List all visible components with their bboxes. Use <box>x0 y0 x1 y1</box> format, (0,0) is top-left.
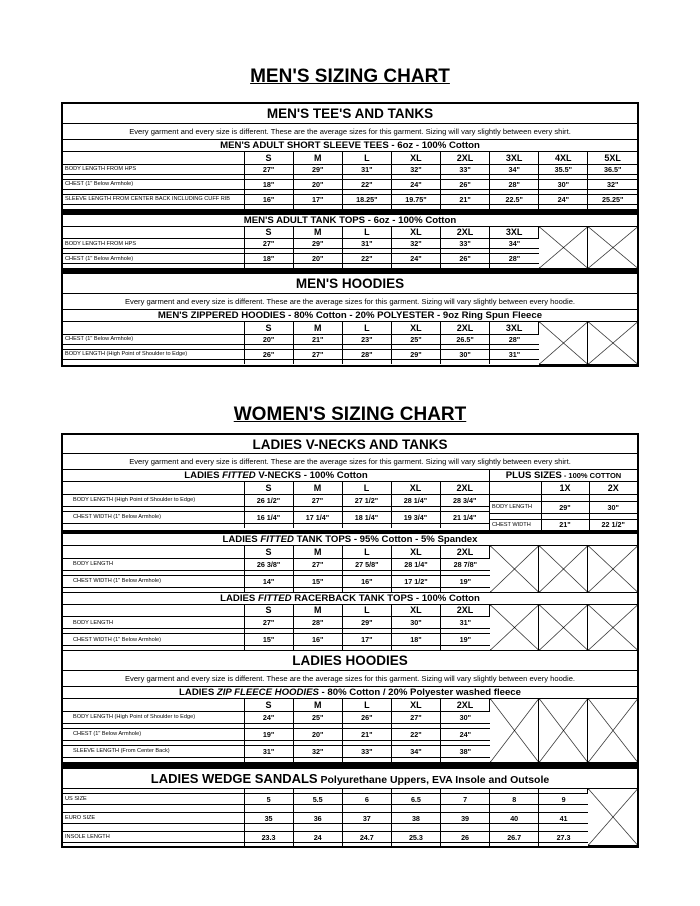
header-blank <box>63 482 244 494</box>
cell: 29" <box>541 501 589 513</box>
size-header: M <box>293 322 342 334</box>
cell: 28 3/4" <box>440 494 489 506</box>
cell: 26" <box>342 711 391 723</box>
row-label: CHEST WIDTH <box>490 519 541 530</box>
size-header: 2XL <box>441 152 490 164</box>
size-header-row <box>63 605 637 617</box>
ladies-hoodies-note: Every garment and every size is different. These are the average sizes for this garment. Sizing will vary slightly between every hoodie. <box>63 671 637 687</box>
cell: 22" <box>391 728 440 740</box>
cell: 23" <box>342 334 391 344</box>
header-blank <box>63 699 244 711</box>
cell: 28 7/8" <box>441 558 490 570</box>
cell: 30" <box>441 349 490 359</box>
mens-chart-box <box>61 102 639 367</box>
band-text: LADIES <box>179 687 217 698</box>
cell: 31" <box>342 164 391 174</box>
size-header: M <box>293 482 342 494</box>
cell: 33" <box>441 164 490 174</box>
cell: 33" <box>342 745 391 757</box>
na-cross <box>539 227 588 269</box>
size-header: XL <box>391 322 440 334</box>
size-header: S <box>244 322 293 334</box>
ladies-tank-table <box>63 546 637 593</box>
cell: 26.5" <box>441 334 490 344</box>
spacer-row <box>63 204 637 209</box>
band-text-small: - 100% COTTON <box>561 471 622 480</box>
mens-short-sleeve-band: MEN'S ADULT SHORT SLEEVE TEES - 6oz - 100% Cotton <box>63 140 637 152</box>
cell: 24" <box>244 711 293 723</box>
row-label: BODY LENGTH (High Point of Shoulder to Edge) <box>63 711 244 723</box>
size-header: 2XL <box>440 482 489 494</box>
sandals-table <box>63 789 637 847</box>
na-cross <box>588 699 637 762</box>
cell: 25.3 <box>391 832 440 843</box>
spacer-row <box>63 523 489 528</box>
size-header: M <box>293 546 342 558</box>
cell: 19" <box>441 634 490 646</box>
cell: 22 1/2" <box>601 520 625 530</box>
row-label: CHEST (1" Below Armhole) <box>63 728 244 740</box>
table-row <box>490 501 637 513</box>
row-label: BODY LENGTH <box>490 501 541 513</box>
size-header: S <box>244 482 293 494</box>
size-header: 3XL <box>490 322 539 334</box>
na-cross <box>588 605 637 651</box>
cell: 40 <box>490 813 539 824</box>
cell: 31" <box>342 239 391 249</box>
cell: 19" <box>244 728 293 740</box>
cell: 24" <box>391 179 440 189</box>
table-row <box>63 164 637 174</box>
table-row <box>490 519 637 530</box>
na-cross <box>588 322 637 364</box>
cell: 27 5/8" <box>342 558 391 570</box>
header-blank <box>63 605 244 617</box>
size-header: S <box>244 152 293 164</box>
header-blank <box>63 322 244 334</box>
cell: 25" <box>293 711 342 723</box>
cell: 28 1/4" <box>391 558 440 570</box>
cell: 24" <box>391 254 440 264</box>
cell: 5 <box>244 794 293 805</box>
row-label: BODY LENGTH FROM HPS <box>63 239 244 249</box>
band-emphasis: FITTED <box>257 592 292 604</box>
cell: 16 1/4" <box>244 511 293 523</box>
cell: 21 1/4" <box>440 511 489 523</box>
size-header: L <box>342 227 391 239</box>
size-header-row <box>63 227 637 239</box>
cell: 17 1/2" <box>391 575 440 587</box>
cell: 29" <box>293 164 342 174</box>
cell: 26 3/8" <box>244 558 293 570</box>
womens-chart-title: WOMEN'S SIZING CHART <box>233 404 467 425</box>
cell: 34" <box>391 745 440 757</box>
row-label: CHEST WIDTH (1" Below Armhole) <box>63 634 244 646</box>
size-header: 2XL <box>441 699 490 711</box>
size-header: S <box>244 699 293 711</box>
table-row <box>63 179 637 189</box>
na-cross <box>588 546 637 592</box>
cell: 27" <box>391 711 440 723</box>
cell: 35 <box>244 813 293 824</box>
cell: 14" <box>244 575 293 587</box>
row-label: INSOLE LENGTH <box>63 832 244 843</box>
cell: 19" <box>441 575 490 587</box>
cell: 27 1/2" <box>342 494 391 506</box>
cell: 29" <box>342 617 391 629</box>
cell: 27" <box>293 558 342 570</box>
na-cross <box>539 699 588 762</box>
cell: 24 <box>293 832 342 843</box>
spacer-row <box>490 494 637 501</box>
womens-chart-box <box>61 433 639 848</box>
mens-hoodies-title: MEN'S HOODIES <box>63 274 637 294</box>
cell: 20" <box>293 179 342 189</box>
row-label: CHEST WIDTH (1" Below Armhole) <box>63 575 244 587</box>
size-header: 2XL <box>441 322 490 334</box>
cell: 21" <box>541 519 589 530</box>
cell: 37 <box>342 813 391 824</box>
band-text: V-NECKS - 100% Cotton <box>255 470 368 481</box>
size-header: S <box>244 546 293 558</box>
size-header: M <box>293 227 342 239</box>
cell: 24" <box>441 728 490 740</box>
cell: 21" <box>342 728 391 740</box>
cell: 35.5" <box>539 164 588 174</box>
row-label: US SIZE <box>63 794 244 805</box>
size-header: 2XL <box>441 546 490 558</box>
row-label: CHEST (1" Below Armhole) <box>63 254 244 264</box>
table-row <box>63 511 489 523</box>
cell: 32" <box>391 164 440 174</box>
band-text: LADIES <box>222 534 261 545</box>
cell: 28" <box>490 334 539 344</box>
size-header: XL <box>391 605 440 617</box>
na-cross <box>588 227 637 269</box>
size-header: 2XL <box>441 227 490 239</box>
cell: 18" <box>244 254 293 264</box>
band-text: LADIES <box>184 470 223 481</box>
ladies-tank-band <box>63 534 637 546</box>
size-header-row <box>63 546 637 558</box>
band-text: PLUS SIZES <box>505 470 562 481</box>
na-cross <box>539 322 588 364</box>
row-label: BODY LENGTH <box>63 558 244 570</box>
cell: 30" <box>539 179 588 189</box>
cell: 30" <box>391 617 440 629</box>
size-header: L <box>342 699 391 711</box>
cell: 23.3 <box>244 832 293 843</box>
cell: 32" <box>293 745 342 757</box>
band-text: LADIES <box>220 592 258 604</box>
cell: 15" <box>244 634 293 646</box>
cell: 27" <box>244 239 293 249</box>
cell: 26" <box>244 349 293 359</box>
cell: 28 1/4" <box>391 494 440 506</box>
spacer-row <box>63 805 637 813</box>
ladies-racerback-table <box>63 605 637 652</box>
band-emphasis: FITTED <box>260 534 294 545</box>
cell: 20" <box>244 334 293 344</box>
mens-short-sleeve-table <box>63 152 637 210</box>
mens-tank-table <box>63 227 637 270</box>
cell: 5.5 <box>293 794 342 805</box>
size-header: 2X <box>589 482 637 494</box>
cell: 26 1/2" <box>244 494 293 506</box>
plus-sizes-band <box>490 470 637 482</box>
cell: 18.25" <box>342 194 391 204</box>
size-header-row <box>63 699 637 711</box>
table-row <box>63 494 489 506</box>
table-row <box>63 194 637 204</box>
plus-sizes-panel <box>490 470 637 530</box>
mens-tees-title: MEN'S TEE'S AND TANKS <box>63 104 637 124</box>
size-header: L <box>342 482 391 494</box>
band-text: TANK TOPS - 95% Cotton - 5% Spandex <box>293 534 478 545</box>
cell: 26" <box>441 254 490 264</box>
size-header: 2XL <box>441 605 490 617</box>
cell: 34" <box>490 164 539 174</box>
size-header: M <box>293 152 342 164</box>
row-label: SLEEVE LENGTH FROM CENTER BACK INCLUDING CUFF RIB <box>63 194 244 204</box>
cell: 27" <box>244 164 293 174</box>
cell: 18" <box>391 634 440 646</box>
cell: 31" <box>441 617 490 629</box>
cell: 36.5" <box>588 164 637 174</box>
header-blank <box>63 227 244 239</box>
sandals-title-main: LADIES WEDGE SANDALS <box>150 770 318 786</box>
row-label: EURO SIZE <box>63 813 244 824</box>
na-cross <box>490 699 539 762</box>
size-header: M <box>293 605 342 617</box>
sandals-title <box>63 769 637 789</box>
sandals-subtitle: Polyurethane Uppers, EVA Insole and Outsole <box>317 773 550 786</box>
na-cross <box>588 789 637 846</box>
size-header: S <box>244 227 293 239</box>
mens-tees-note: Every garment and every size is different. These are the average sizes for this garment. Sizing will vary slightly between every shirt. <box>63 124 637 140</box>
cell: 38" <box>441 745 490 757</box>
cell: 24" <box>539 194 588 204</box>
row-label: CHEST (1" Below Armhole) <box>63 334 244 344</box>
row-label: BODY LENGTH (High Point of Shoulder to Edge) <box>63 494 244 506</box>
size-header: XL <box>391 152 440 164</box>
cell: 24.7 <box>342 832 391 843</box>
cell: 16" <box>293 634 342 646</box>
cell: 33" <box>441 239 490 249</box>
band-emphasis: ZIP FLEECE HOODIES <box>216 687 319 698</box>
table-row <box>63 813 637 824</box>
size-header: L <box>342 605 391 617</box>
cell: 18 1/4" <box>342 511 391 523</box>
cell: 27" <box>293 349 342 359</box>
row-label: BODY LENGTH <box>63 617 244 629</box>
size-header-row <box>63 482 489 494</box>
table-row <box>63 794 637 805</box>
vneck-plus-split <box>63 470 637 530</box>
cell: 19 3/4" <box>391 511 440 523</box>
row-label: SLEEVE LENGTH (From Center Back) <box>63 745 244 757</box>
cell: 17 1/4" <box>293 511 342 523</box>
cell: 8 <box>490 794 539 805</box>
na-cross <box>490 546 539 592</box>
cell: 41 <box>539 813 588 824</box>
cell: 29" <box>293 239 342 249</box>
cell: 25" <box>391 334 440 344</box>
cell: 36 <box>293 813 342 824</box>
ladies-hoodies-band <box>63 687 637 699</box>
cell: 28" <box>490 179 539 189</box>
ladies-racerback-band <box>63 593 637 605</box>
size-header: 1X <box>541 482 589 494</box>
band-text: RACERBACK TANK TOPS - 100% Cotton <box>291 592 480 604</box>
cell: 21" <box>441 194 490 204</box>
cell: 22.5" <box>490 194 539 204</box>
mens-hoodies-note: Every garment and every size is different. These are the average sizes for this garment. Sizing will vary slightly between every hoodie. <box>63 294 637 310</box>
header-blank <box>63 152 244 164</box>
cell: 31" <box>490 349 539 359</box>
cell: 28" <box>490 254 539 264</box>
ladies-hoodies-title: LADIES HOODIES <box>63 651 637 671</box>
cell: 18" <box>244 179 293 189</box>
cell: 6.5 <box>391 794 440 805</box>
band-emphasis: FITTED <box>222 470 256 481</box>
cell: 38 <box>391 813 440 824</box>
cell: 39 <box>441 813 490 824</box>
size-header: XL <box>391 546 440 558</box>
spacer-row <box>63 824 637 832</box>
mens-hoodies-band: MEN'S ZIPPERED HOODIES - 80% Cotton - 20% POLYESTER - 9oz Ring Spun Fleece <box>63 310 637 322</box>
ladies-vneck-table <box>63 482 489 528</box>
cell: 30" <box>589 501 637 513</box>
size-header: L <box>342 322 391 334</box>
cell: 26 <box>441 832 490 843</box>
na-cross <box>490 605 539 651</box>
cell: 27" <box>293 494 342 506</box>
size-header: S <box>244 605 293 617</box>
size-header-row <box>63 322 637 334</box>
row-label: BODY LENGTH FROM HPS <box>63 164 244 174</box>
ladies-vnecks-title: LADIES V-NECKS AND TANKS <box>63 435 637 454</box>
header-blank <box>63 546 244 558</box>
na-cross <box>539 546 588 592</box>
cell: 17" <box>342 634 391 646</box>
mens-hoodies-table <box>63 322 637 365</box>
cell: 16" <box>244 194 293 204</box>
size-header: XL <box>391 699 440 711</box>
size-header: L <box>342 152 391 164</box>
size-header: 5XL <box>588 152 637 164</box>
mens-chart-title: MEN'S SIZING CHART <box>250 66 450 87</box>
cell: 17" <box>293 194 342 204</box>
cell: 28" <box>293 617 342 629</box>
size-header: XL <box>391 482 440 494</box>
ladies-vneck-band <box>63 470 489 482</box>
cell: 26.7 <box>490 832 539 843</box>
cell: 29" <box>391 349 440 359</box>
size-header: XL <box>391 227 440 239</box>
size-header: 3XL <box>490 227 539 239</box>
cell: 22" <box>342 179 391 189</box>
cell: 16" <box>342 575 391 587</box>
size-header-row <box>63 152 637 164</box>
cell: 28" <box>342 349 391 359</box>
cell: 20" <box>293 254 342 264</box>
table-row <box>63 832 637 843</box>
band-text: - 80% Cotton / 20% Polyester washed fleece <box>318 687 521 698</box>
size-header: M <box>293 699 342 711</box>
size-header: 4XL <box>539 152 588 164</box>
cell: 26" <box>441 179 490 189</box>
ladies-hoodies-table <box>63 699 637 763</box>
size-header-row <box>490 482 637 494</box>
cell: 15" <box>293 575 342 587</box>
row-label: BODY LENGTH (High Point of Shoulder to Edge) <box>63 349 244 359</box>
cell: 27.3 <box>539 832 588 843</box>
cell: 19.75" <box>391 194 440 204</box>
cell: 27" <box>244 617 293 629</box>
cell: 30" <box>441 711 490 723</box>
cell: 9 <box>539 794 588 805</box>
cell: 22" <box>342 254 391 264</box>
cell: 7 <box>441 794 490 805</box>
vneck-panel <box>63 470 490 530</box>
ladies-vnecks-note: Every garment and every size is different. These are the average sizes for this garment. Sizing will vary slightly between every shirt. <box>63 454 637 470</box>
plus-sizes-table <box>490 482 637 530</box>
cell: 21" <box>293 334 342 344</box>
cell: 31" <box>244 745 293 757</box>
header-blank <box>490 482 541 494</box>
cell: 25.25" <box>588 194 637 204</box>
cell: 20" <box>293 728 342 740</box>
row-label: CHEST WIDTH (1" Below Armhole) <box>63 511 244 523</box>
na-cross <box>539 605 588 651</box>
spacer-row <box>63 843 637 846</box>
cell: 32" <box>588 179 637 189</box>
cell: 34" <box>490 239 539 249</box>
mens-tank-band: MEN'S ADULT TANK TOPS - 6oz - 100% Cotton <box>63 215 637 227</box>
cell: 6 <box>342 794 391 805</box>
size-header: L <box>342 546 391 558</box>
row-label: CHEST (1" Below Armhole) <box>63 179 244 189</box>
size-header: 3XL <box>490 152 539 164</box>
cell: 32" <box>391 239 440 249</box>
